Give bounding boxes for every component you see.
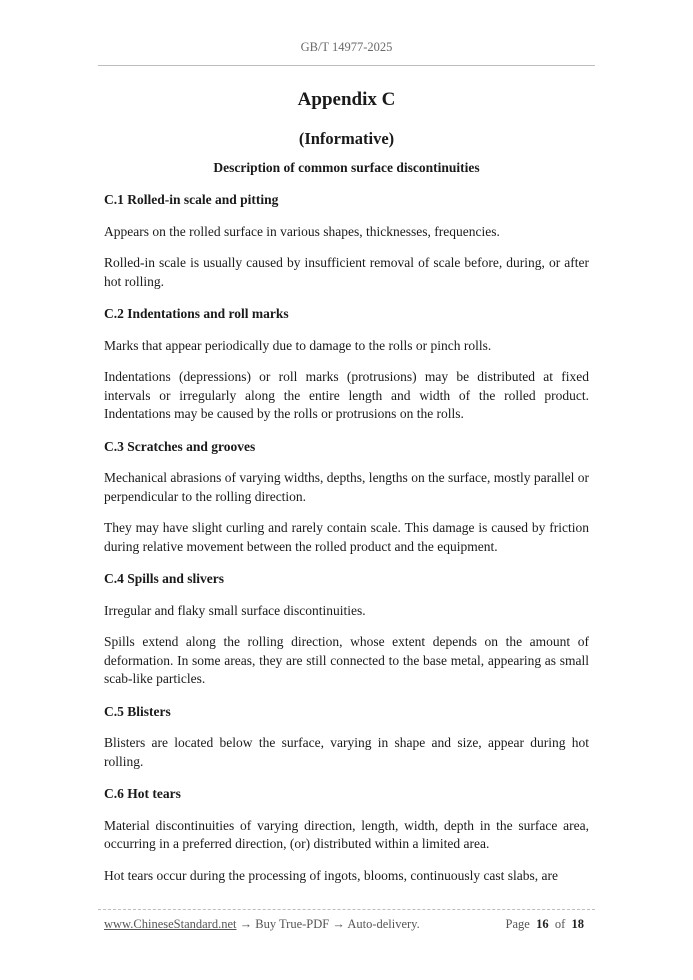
page-total: 18: [571, 917, 584, 931]
page-content: [104, 87, 589, 885]
header-divider: [98, 65, 595, 66]
paragraph: Material discontinuities of varying direction, length, width, depth in the surface area, occurring in a preferred direction, (or) distributed within a limited area.: [104, 817, 589, 851]
arrow-icon: →: [239, 917, 253, 931]
appendix-description: Description of common surface discontinuities: [213, 160, 480, 175]
paragraph: Blisters are located below the surface, varying in shape and size, appear during hot rolling.: [104, 735, 589, 769]
section-heading: C.6 Hot tears: [104, 786, 181, 801]
section-heading: C.5 Blisters: [104, 703, 171, 719]
paragraph: Hot tears occur during the processing of ingots, blooms, continuously cast slabs, are: [104, 867, 559, 883]
footer-buy-text: Buy True-PDF: [255, 917, 330, 931]
page-number: [506, 917, 584, 932]
paragraph: Marks that appear periodically due to damage to the rolls or pinch rolls.: [104, 337, 492, 353]
paragraph: Spills extend along the rolling direction, whose extent depends on the amount of deformation. In some areas, they are still connected to the base metal, appearing as small scab-like particles.: [104, 634, 589, 686]
paragraph: They may have slight curling and rarely contain scale. This damage is caused by friction during relative movement between the rolled product and the equipment.: [104, 520, 589, 554]
appendix-subtitle: (Informative): [298, 129, 395, 148]
section-heading: C.1 Rolled-in scale and pitting: [104, 192, 279, 207]
paragraph: Indentations (depressions) or roll marks (protrusions) may be distributed at fixed intervals or irregularly along the entire length and width of the rolled product. Indentations may be caused by the rolls or protrusions on the rolls.: [104, 369, 589, 421]
appendix-title: Appendix C: [297, 89, 396, 110]
footer-divider: [98, 909, 595, 910]
paragraph: Irregular and flaky small surface discontinuities.: [104, 602, 366, 618]
footer-promo: [104, 917, 420, 932]
paragraph: Rolled-in scale is usually caused by insufficient removal of scale before, during, or after hot rolling.: [104, 255, 589, 289]
section-heading: C.4 Spills and slivers: [104, 571, 225, 586]
page-of-label: of: [554, 917, 566, 931]
section-heading: C.3 Scratches and grooves: [104, 438, 256, 454]
page-header: GB/T 14977-2025: [300, 40, 393, 54]
paragraph: Mechanical abrasions of varying widths, depths, lengths on the surface, mostly parallel or perpendicular to the rolling direction.: [104, 470, 589, 504]
page-label: Page: [505, 917, 530, 931]
footer-delivery-text: Auto-delivery.: [347, 917, 420, 931]
paragraph: Appears on the rolled surface in various shapes, thicknesses, frequencies.: [104, 223, 500, 239]
page-current: 16: [536, 917, 549, 931]
arrow-icon: →: [332, 917, 345, 931]
footer-site-link[interactable]: www.ChineseStandard.net: [104, 917, 237, 931]
section-heading: C.2 Indentations and roll marks: [104, 306, 289, 321]
